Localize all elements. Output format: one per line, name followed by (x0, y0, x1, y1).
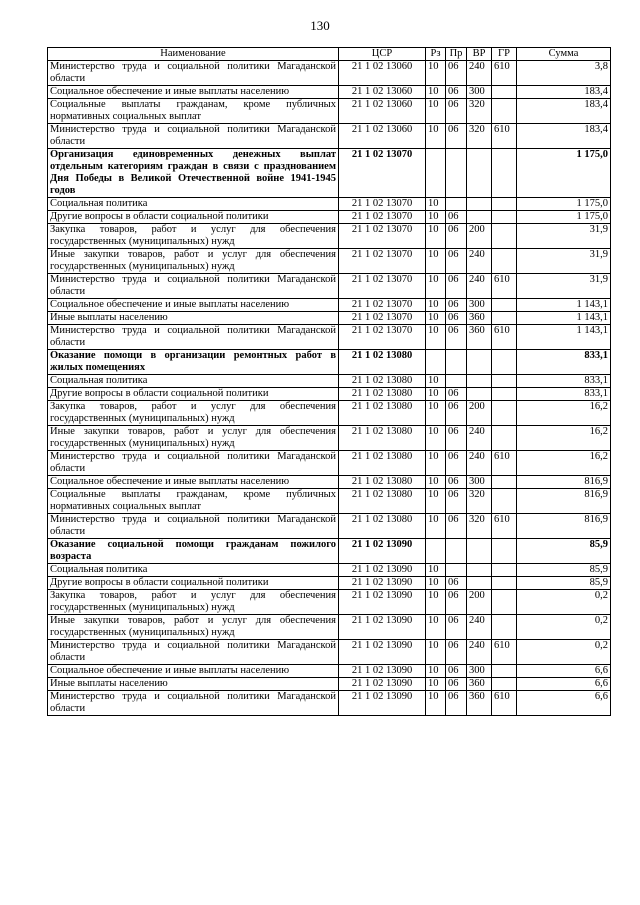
cell-gr (492, 388, 517, 401)
cell-vr: 360 (467, 691, 492, 716)
cell-gr: 610 (492, 325, 517, 350)
cell-sum: 1 143,1 (517, 325, 611, 350)
cell-rz: 10 (426, 577, 446, 590)
cell-sum: 6,6 (517, 678, 611, 691)
cell-sum: 31,9 (517, 224, 611, 249)
cell-gr (492, 350, 517, 375)
cell-csr: 21 1 02 13080 (339, 476, 426, 489)
cell-pr: 06 (446, 489, 467, 514)
cell-pr: 06 (446, 325, 467, 350)
cell-rz: 10 (426, 590, 446, 615)
table-row (48, 539, 611, 564)
cell-name: Социальное обеспечение и иные выплаты населению (48, 86, 339, 99)
cell-name: Иные закупки товаров, работ и услуг для обеспечения государственных (муниципальных) нужд (48, 426, 339, 451)
table-row (48, 489, 611, 514)
cell-csr: 21 1 02 13080 (339, 451, 426, 476)
cell-name: Министерство труда и социальной политики Магаданской области (48, 640, 339, 665)
table-row (48, 590, 611, 615)
cell-name: Социальная политика (48, 198, 339, 211)
cell-name: Социальное обеспечение и иные выплаты населению (48, 299, 339, 312)
cell-gr: 610 (492, 640, 517, 665)
cell-rz: 10 (426, 99, 446, 124)
header-rz: Рз (426, 48, 446, 61)
cell-gr (492, 375, 517, 388)
cell-pr: 06 (446, 61, 467, 86)
cell-csr: 21 1 02 13070 (339, 274, 426, 299)
cell-name: Министерство труда и социальной политики Магаданской области (48, 274, 339, 299)
cell-rz: 10 (426, 249, 446, 274)
table-row (48, 299, 611, 312)
cell-rz: 10 (426, 514, 446, 539)
cell-csr: 21 1 02 13080 (339, 388, 426, 401)
cell-sum: 0,2 (517, 615, 611, 640)
cell-sum: 85,9 (517, 577, 611, 590)
table-row (48, 615, 611, 640)
cell-csr: 21 1 02 13060 (339, 61, 426, 86)
cell-rz: 10 (426, 299, 446, 312)
cell-sum: 183,4 (517, 86, 611, 99)
header-gr: ГР (492, 48, 517, 61)
cell-csr: 21 1 02 13070 (339, 249, 426, 274)
cell-vr: 300 (467, 299, 492, 312)
cell-name: Министерство труда и социальной политики Магаданской области (48, 691, 339, 716)
cell-name: Министерство труда и социальной политики Магаданской области (48, 61, 339, 86)
cell-gr (492, 564, 517, 577)
cell-name: Социальная политика (48, 564, 339, 577)
cell-sum: 183,4 (517, 99, 611, 124)
cell-csr: 21 1 02 13080 (339, 489, 426, 514)
cell-rz: 10 (426, 691, 446, 716)
cell-pr: 06 (446, 577, 467, 590)
cell-sum: 3,8 (517, 61, 611, 86)
cell-gr (492, 665, 517, 678)
table-row (48, 691, 611, 716)
table-row (48, 426, 611, 451)
cell-name: Министерство труда и социальной политики Магаданской области (48, 451, 339, 476)
table-row (48, 476, 611, 489)
cell-pr: 06 (446, 312, 467, 325)
cell-gr (492, 401, 517, 426)
cell-name: Оказание помощи в организации ремонтных работ в жилых помещениях (48, 350, 339, 375)
cell-rz: 10 (426, 426, 446, 451)
cell-gr (492, 299, 517, 312)
cell-vr (467, 539, 492, 564)
cell-gr (492, 224, 517, 249)
cell-sum: 31,9 (517, 249, 611, 274)
cell-pr: 06 (446, 640, 467, 665)
cell-csr: 21 1 02 13090 (339, 678, 426, 691)
cell-vr: 300 (467, 476, 492, 489)
cell-csr: 21 1 02 13080 (339, 426, 426, 451)
cell-rz: 10 (426, 312, 446, 325)
cell-pr: 06 (446, 388, 467, 401)
cell-rz: 10 (426, 274, 446, 299)
cell-vr: 240 (467, 615, 492, 640)
table-row (48, 274, 611, 299)
cell-gr (492, 615, 517, 640)
cell-vr: 300 (467, 665, 492, 678)
cell-rz: 10 (426, 61, 446, 86)
cell-gr (492, 577, 517, 590)
cell-sum: 85,9 (517, 564, 611, 577)
table-row (48, 451, 611, 476)
cell-pr: 06 (446, 224, 467, 249)
cell-csr: 21 1 02 13080 (339, 375, 426, 388)
cell-name: Социальные выплаты гражданам, кроме публичных нормативных социальных выплат (48, 99, 339, 124)
table-body (48, 61, 611, 716)
cell-sum: 1 143,1 (517, 312, 611, 325)
cell-csr: 21 1 02 13070 (339, 224, 426, 249)
cell-name: Иные выплаты населению (48, 312, 339, 325)
cell-gr (492, 211, 517, 224)
table-row (48, 640, 611, 665)
cell-sum: 183,4 (517, 124, 611, 149)
cell-name: Иные закупки товаров, работ и услуг для обеспечения государственных (муниципальных) нужд (48, 249, 339, 274)
cell-gr (492, 86, 517, 99)
cell-rz: 10 (426, 86, 446, 99)
cell-vr: 240 (467, 640, 492, 665)
cell-sum: 833,1 (517, 388, 611, 401)
table-row (48, 325, 611, 350)
cell-sum: 31,9 (517, 274, 611, 299)
cell-name: Социальное обеспечение и иные выплаты населению (48, 665, 339, 678)
cell-sum: 1 175,0 (517, 149, 611, 198)
cell-vr (467, 577, 492, 590)
cell-name: Социальные выплаты гражданам, кроме публичных нормативных социальных выплат (48, 489, 339, 514)
cell-pr: 06 (446, 678, 467, 691)
table-row (48, 99, 611, 124)
cell-name: Министерство труда и социальной политики Магаданской области (48, 325, 339, 350)
cell-sum: 1 143,1 (517, 299, 611, 312)
cell-csr: 21 1 02 13070 (339, 312, 426, 325)
cell-sum: 833,1 (517, 350, 611, 375)
cell-gr (492, 198, 517, 211)
cell-sum: 85,9 (517, 539, 611, 564)
cell-csr: 21 1 02 13080 (339, 514, 426, 539)
cell-vr: 360 (467, 312, 492, 325)
cell-gr (492, 539, 517, 564)
cell-vr: 240 (467, 451, 492, 476)
cell-pr: 06 (446, 99, 467, 124)
cell-gr (492, 590, 517, 615)
cell-pr (446, 375, 467, 388)
cell-csr: 21 1 02 13090 (339, 577, 426, 590)
cell-sum: 0,2 (517, 590, 611, 615)
cell-rz: 10 (426, 388, 446, 401)
cell-pr (446, 198, 467, 211)
cell-name: Закупка товаров, работ и услуг для обеспечения государственных (муниципальных) нужд (48, 224, 339, 249)
cell-gr (492, 99, 517, 124)
cell-vr: 320 (467, 124, 492, 149)
table-row (48, 350, 611, 375)
table-row (48, 86, 611, 99)
cell-gr (492, 249, 517, 274)
cell-rz: 10 (426, 615, 446, 640)
cell-sum: 1 175,0 (517, 211, 611, 224)
cell-pr (446, 149, 467, 198)
cell-sum: 1 175,0 (517, 198, 611, 211)
header-sum: Сумма (517, 48, 611, 61)
cell-vr: 320 (467, 514, 492, 539)
cell-csr: 21 1 02 13060 (339, 99, 426, 124)
cell-csr: 21 1 02 13090 (339, 691, 426, 716)
cell-vr (467, 350, 492, 375)
cell-pr: 06 (446, 274, 467, 299)
cell-sum: 0,2 (517, 640, 611, 665)
cell-gr (492, 476, 517, 489)
cell-pr: 06 (446, 451, 467, 476)
cell-name: Министерство труда и социальной политики Магаданской области (48, 124, 339, 149)
cell-vr (467, 211, 492, 224)
cell-rz (426, 350, 446, 375)
cell-sum: 816,9 (517, 476, 611, 489)
cell-vr: 320 (467, 489, 492, 514)
cell-pr: 06 (446, 426, 467, 451)
cell-rz (426, 149, 446, 198)
cell-pr: 06 (446, 665, 467, 678)
cell-rz: 10 (426, 640, 446, 665)
page-number: 130 (310, 18, 330, 33)
cell-vr: 200 (467, 401, 492, 426)
cell-pr: 06 (446, 299, 467, 312)
cell-pr: 06 (446, 124, 467, 149)
cell-sum: 6,6 (517, 691, 611, 716)
cell-name: Закупка товаров, работ и услуг для обеспечения государственных (муниципальных) нужд (48, 401, 339, 426)
cell-csr: 21 1 02 13090 (339, 564, 426, 577)
cell-pr: 06 (446, 401, 467, 426)
cell-csr: 21 1 02 13070 (339, 211, 426, 224)
cell-vr (467, 149, 492, 198)
cell-gr (492, 426, 517, 451)
cell-name: Закупка товаров, работ и услуг для обеспечения государственных (муниципальных) нужд (48, 590, 339, 615)
cell-vr: 360 (467, 325, 492, 350)
table-row (48, 401, 611, 426)
cell-vr: 240 (467, 274, 492, 299)
cell-rz: 10 (426, 211, 446, 224)
cell-name: Иные выплаты населению (48, 678, 339, 691)
cell-pr: 06 (446, 211, 467, 224)
cell-pr (446, 564, 467, 577)
cell-csr: 21 1 02 13060 (339, 86, 426, 99)
table-row (48, 388, 611, 401)
cell-csr: 21 1 02 13090 (339, 640, 426, 665)
table-row (48, 211, 611, 224)
cell-pr: 06 (446, 249, 467, 274)
cell-pr: 06 (446, 476, 467, 489)
table-row (48, 61, 611, 86)
cell-name: Другие вопросы в области социальной политики (48, 577, 339, 590)
cell-pr: 06 (446, 691, 467, 716)
cell-name: Социальная политика (48, 375, 339, 388)
cell-gr (492, 312, 517, 325)
cell-vr: 200 (467, 590, 492, 615)
cell-gr (492, 149, 517, 198)
cell-pr (446, 539, 467, 564)
table-row (48, 665, 611, 678)
cell-rz (426, 539, 446, 564)
cell-rz: 10 (426, 678, 446, 691)
table-row (48, 149, 611, 198)
cell-sum: 816,9 (517, 514, 611, 539)
cell-sum: 816,9 (517, 489, 611, 514)
table-row (48, 124, 611, 149)
cell-gr: 610 (492, 514, 517, 539)
table-row (48, 375, 611, 388)
cell-csr: 21 1 02 13090 (339, 615, 426, 640)
cell-rz: 10 (426, 665, 446, 678)
cell-rz: 10 (426, 325, 446, 350)
cell-sum: 16,2 (517, 401, 611, 426)
cell-vr: 240 (467, 249, 492, 274)
cell-vr (467, 564, 492, 577)
table-row (48, 198, 611, 211)
table-row (48, 514, 611, 539)
cell-csr: 21 1 02 13070 (339, 198, 426, 211)
cell-name: Иные закупки товаров, работ и услуг для обеспечения государственных (муниципальных) нужд (48, 615, 339, 640)
cell-vr (467, 375, 492, 388)
cell-rz: 10 (426, 451, 446, 476)
cell-vr (467, 198, 492, 211)
header-name: Наименование (48, 48, 339, 61)
table-row (48, 249, 611, 274)
cell-gr: 610 (492, 61, 517, 86)
cell-rz: 10 (426, 224, 446, 249)
cell-rz: 10 (426, 401, 446, 426)
budget-table (47, 47, 611, 716)
table-header-row (48, 48, 611, 61)
cell-gr: 610 (492, 124, 517, 149)
cell-vr: 200 (467, 224, 492, 249)
cell-rz: 10 (426, 198, 446, 211)
table-row (48, 312, 611, 325)
header-pr: Пр (446, 48, 467, 61)
table-row (48, 678, 611, 691)
table-row (48, 224, 611, 249)
cell-gr: 610 (492, 451, 517, 476)
cell-name: Организация единовременных денежных выплат отдельным категориям граждан в связи с празднованием Дня Победы в Великой Отечественной войне 1941-1945 годов (48, 149, 339, 198)
cell-vr: 360 (467, 678, 492, 691)
cell-pr: 06 (446, 86, 467, 99)
cell-rz: 10 (426, 476, 446, 489)
cell-sum: 833,1 (517, 375, 611, 388)
cell-name: Социальное обеспечение и иные выплаты населению (48, 476, 339, 489)
cell-pr: 06 (446, 590, 467, 615)
cell-vr (467, 388, 492, 401)
cell-vr: 320 (467, 99, 492, 124)
cell-csr: 21 1 02 13090 (339, 539, 426, 564)
cell-csr: 21 1 02 13060 (339, 124, 426, 149)
cell-csr: 21 1 02 13070 (339, 325, 426, 350)
cell-sum: 6,6 (517, 665, 611, 678)
cell-vr: 240 (467, 426, 492, 451)
cell-gr (492, 678, 517, 691)
cell-vr: 300 (467, 86, 492, 99)
cell-csr: 21 1 02 13090 (339, 665, 426, 678)
cell-name: Оказание социальной помощи гражданам пожилого возраста (48, 539, 339, 564)
cell-pr: 06 (446, 514, 467, 539)
cell-rz: 10 (426, 124, 446, 149)
cell-rz: 10 (426, 489, 446, 514)
cell-name: Министерство труда и социальной политики Магаданской области (48, 514, 339, 539)
cell-name: Другие вопросы в области социальной политики (48, 211, 339, 224)
cell-csr: 21 1 02 13080 (339, 401, 426, 426)
cell-vr: 240 (467, 61, 492, 86)
cell-rz: 10 (426, 564, 446, 577)
cell-csr: 21 1 02 13090 (339, 590, 426, 615)
cell-gr (492, 489, 517, 514)
cell-csr: 21 1 02 13070 (339, 149, 426, 198)
header-vr: ВР (467, 48, 492, 61)
cell-pr (446, 350, 467, 375)
table-row (48, 577, 611, 590)
header-csr: ЦСР (339, 48, 426, 61)
cell-sum: 16,2 (517, 451, 611, 476)
cell-sum: 16,2 (517, 426, 611, 451)
cell-gr: 610 (492, 274, 517, 299)
cell-gr: 610 (492, 691, 517, 716)
table-row (48, 564, 611, 577)
cell-name: Другие вопросы в области социальной политики (48, 388, 339, 401)
cell-csr: 21 1 02 13070 (339, 299, 426, 312)
cell-pr: 06 (446, 615, 467, 640)
cell-csr: 21 1 02 13080 (339, 350, 426, 375)
cell-rz: 10 (426, 375, 446, 388)
